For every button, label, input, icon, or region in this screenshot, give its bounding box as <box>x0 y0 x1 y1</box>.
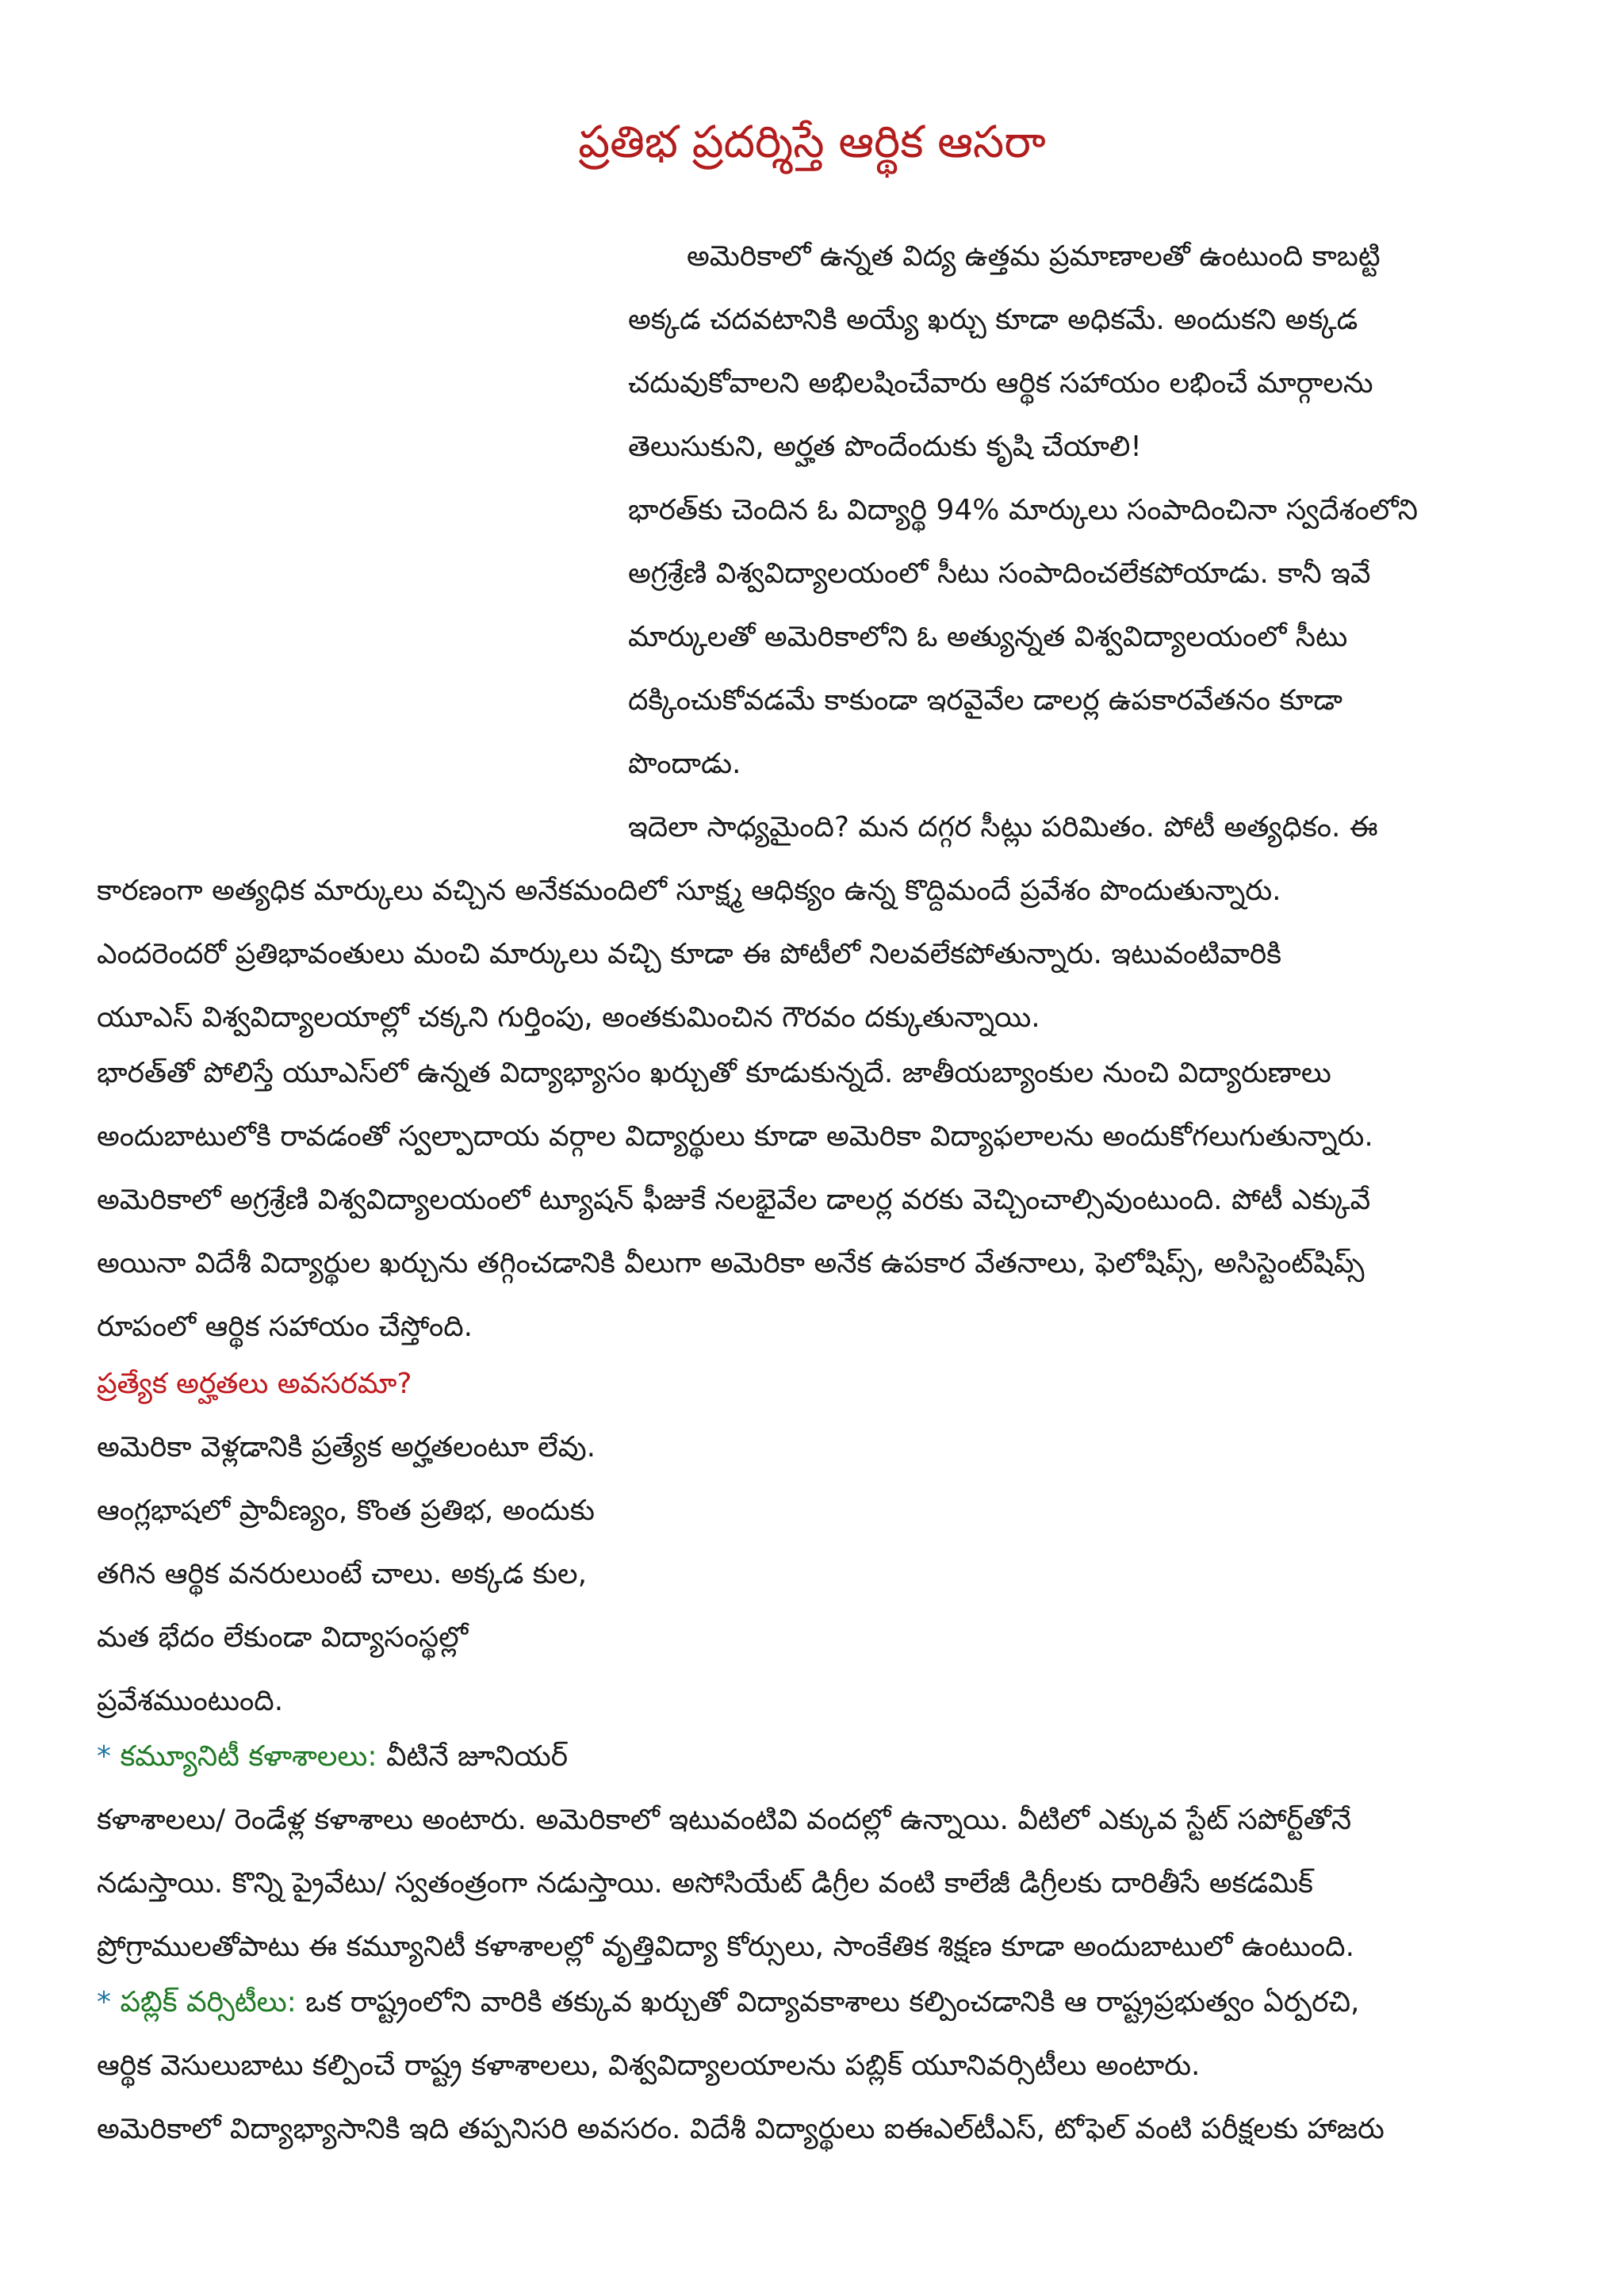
body-line-2: ఎందరెందరో ప్రతిభావంతులు మంచి మార్కులు వచ్చి కూడా ఈ పోటీలో నిలవలేకపోతున్నారు. ఇటువంటివారికి <box>97 938 1281 970</box>
intro-line-5: భారత్‌కు చెందిన ఓ విద్యార్థి 94% మార్కులు సంపాదించినా స్వదేశంలోని <box>628 494 1419 526</box>
body-line-6: అమెరికాలో అగ్రశ్రేణి విశ్వవిద్యాలయంలో ట్యూషన్ ఫీజుకే నలభైవేల డాలర్ల వరకు వెచ్చించాల్సివుంటుంది. పోటీ ఎక్కువే <box>97 1184 1371 1216</box>
qualification-line-4: మత భేదం లేకుండా విద్యాసంస్థల్లో <box>97 1621 469 1654</box>
body-line-1: కారణంగా అత్యధిక మార్కులు వచ్చిన అనేకమందిలో సూక్ష్మ ఆధిక్యం ఉన్న కొద్దిమందే ప్రవేశం పొందుతున్నారు. <box>97 874 1281 907</box>
body-line-7: అయినా విదేశీ విద్యార్థుల ఖర్చును తగ్గించడానికి వీలుగా అమెరికా అనేక ఉపకార వేతనాలు, ఫెలోషిప్స్, అసిస్టెంట్‌షిప్స్ <box>97 1247 1365 1280</box>
community-line-2: నడుస్తాయి. కొన్ని ప్రైవేటు/ స్వతంత్రంగా నడుస్తాయి. అసోసియేట్ డిగ్రీల వంటి కాలేజీ డిగ్రీలకు దారితీసే అకడమిక్ <box>97 1867 1313 1900</box>
qualification-line-1: అమెరికా వెళ్లడానికి ప్రత్యేక అర్హతలంటూ లేవు. <box>97 1431 596 1464</box>
section-heading-qualifications: ప్రత్యేక అర్హతలు అవసరమా? <box>97 1368 412 1400</box>
community-colleges-first-line <box>97 1736 568 1777</box>
body-line-5: అందుబాటులోకి రావడంతో స్వల్పాదాయ వర్గాల విద్యార్థులు కూడా అమెరికా విద్యాఫలాలను అందుకోగలుగుతున్నారు. <box>97 1120 1373 1153</box>
intro-line-8: దక్కించుకోవడమే కాకుండా ఇరవైవేల డాలర్ల ఉపకారవేతనం కూడా <box>628 684 1342 717</box>
bullet-asterisk: * <box>97 1986 111 2019</box>
public-line-2: అమెరికాలో విద్యాభ్యాసానికి ఇది తప్పనిసరి అవసరం. విదేశీ విద్యార్థులు ఐఈఎల్‌టీఎస్, టోఫెల్ వంటి పరీక్షలకు హాజరు <box>97 2113 1385 2145</box>
intro-line-3: చదువుకోవాలని అభిలషించేవారు ఆర్థిక సహాయం లభించే మార్గాలను <box>628 367 1373 400</box>
qualification-line-3: తగిన ఆర్థిక వనరులుంటే చాలు. అక్కడ కుల, <box>97 1558 588 1590</box>
intro-line-1: అమెరికాలో ఉన్నత విద్య ఉత్తమ ప్రమాణాలతో ఉంటుంది కాబట్టి <box>687 240 1381 273</box>
community-colleges-label: కమ్యూనిటీ కళాశాలలు: <box>120 1740 377 1773</box>
intro-line-10: ఇదెలా సాధ్యమైంది? మన దగ్గర సీట్లు పరిమితం. పోటీ అత్యధికం. ఈ <box>628 811 1378 844</box>
body-line-4: భారత్‌తో పోలిస్తే యూఎస్‌లో ఉన్నత విద్యాభ్యాసం ఖర్చుతో కూడుకున్నదే. జాతీయబ్యాంకుల నుంచి విద్యారుణాలు <box>97 1057 1331 1089</box>
intro-line-2: అక్కడ చదవటానికి అయ్యే ఖర్చు కూడా అధికమే. అందుకని అక్కడ <box>628 304 1358 336</box>
community-line-1: కళాశాలలు/ రెండేళ్ల కళాశాలు అంటారు. అమెరికాలో ఇటువంటివి వందల్లో ఉన్నాయి. వీటిలో ఎక్కువ స్టేట్ సపోర్ట్‌తోనే <box>97 1804 1352 1836</box>
community-line-3: ప్రోగ్రాములతోపాటు ఈ కమ్యూనిటీ కళాశాలల్లో వృత్తివిద్యా కోర్సులు, సాంకేతిక శిక్షణ కూడా అందుబాటులో ఉంటుంది. <box>97 1931 1355 1963</box>
public-universities-first-line <box>97 1982 1360 2023</box>
body-line-8: రూపంలో ఆర్థిక సహాయం చేస్తోంది. <box>97 1311 473 1343</box>
document-title: ప్రతిభ ప్రదర్శిస్తే ఆర్థిక ఆసరా <box>578 117 1046 168</box>
body-line-3: యూఎస్ విశ్వవిద్యాలయాల్లో చక్కని గుర్తింపు, అంతకుమించిన గౌరవం దక్కుతున్నాయి. <box>97 1001 1040 1034</box>
bullet-asterisk: * <box>97 1740 111 1773</box>
qualification-line-5: ప్రవేశముంటుంది. <box>97 1685 284 1717</box>
intro-line-6: అగ్రశ్రేణి విశ్వవిద్యాలయంలో సీటు సంపాదించలేకపోయాడు. కానీ ఇవే <box>628 557 1371 590</box>
intro-line-4: తెలుసుకుని, అర్హత పొందేందుకు కృషి చేయాలి! <box>628 430 1142 463</box>
intro-line-7: మార్కులతో అమెరికాలోని ఓ అత్యున్నత విశ్వవిద్యాలయంలో సీటు <box>628 621 1348 653</box>
public-universities-label: పబ్లిక్ వర్సిటీలు: <box>120 1986 297 2019</box>
public-line-1: ఆర్థిక వెసులుబాటు కల్పించే రాష్ట్ర కళాశాలలు, విశ్వవిద్యాలయాలను పబ్లిక్ యూనివర్సిటీలు అంటారు. <box>97 2049 1201 2082</box>
intro-line-9: పొందాడు. <box>628 748 741 780</box>
public-universities-text: ఒక రాష్ట్రంలోని వారికి తక్కువ ఖర్చుతో విద్యావకాశాలు కల్పించడానికి ఆ రాష్ట్రప్రభుత్వం ఏర్పరచి, <box>305 1986 1360 2019</box>
qualification-line-2: ఆంగ్లభాషలో ప్రావీణ్యం, కొంత ప్రతిభ, అందుకు <box>97 1494 595 1527</box>
community-colleges-text: వీటినే జూనియర్ <box>385 1740 569 1773</box>
